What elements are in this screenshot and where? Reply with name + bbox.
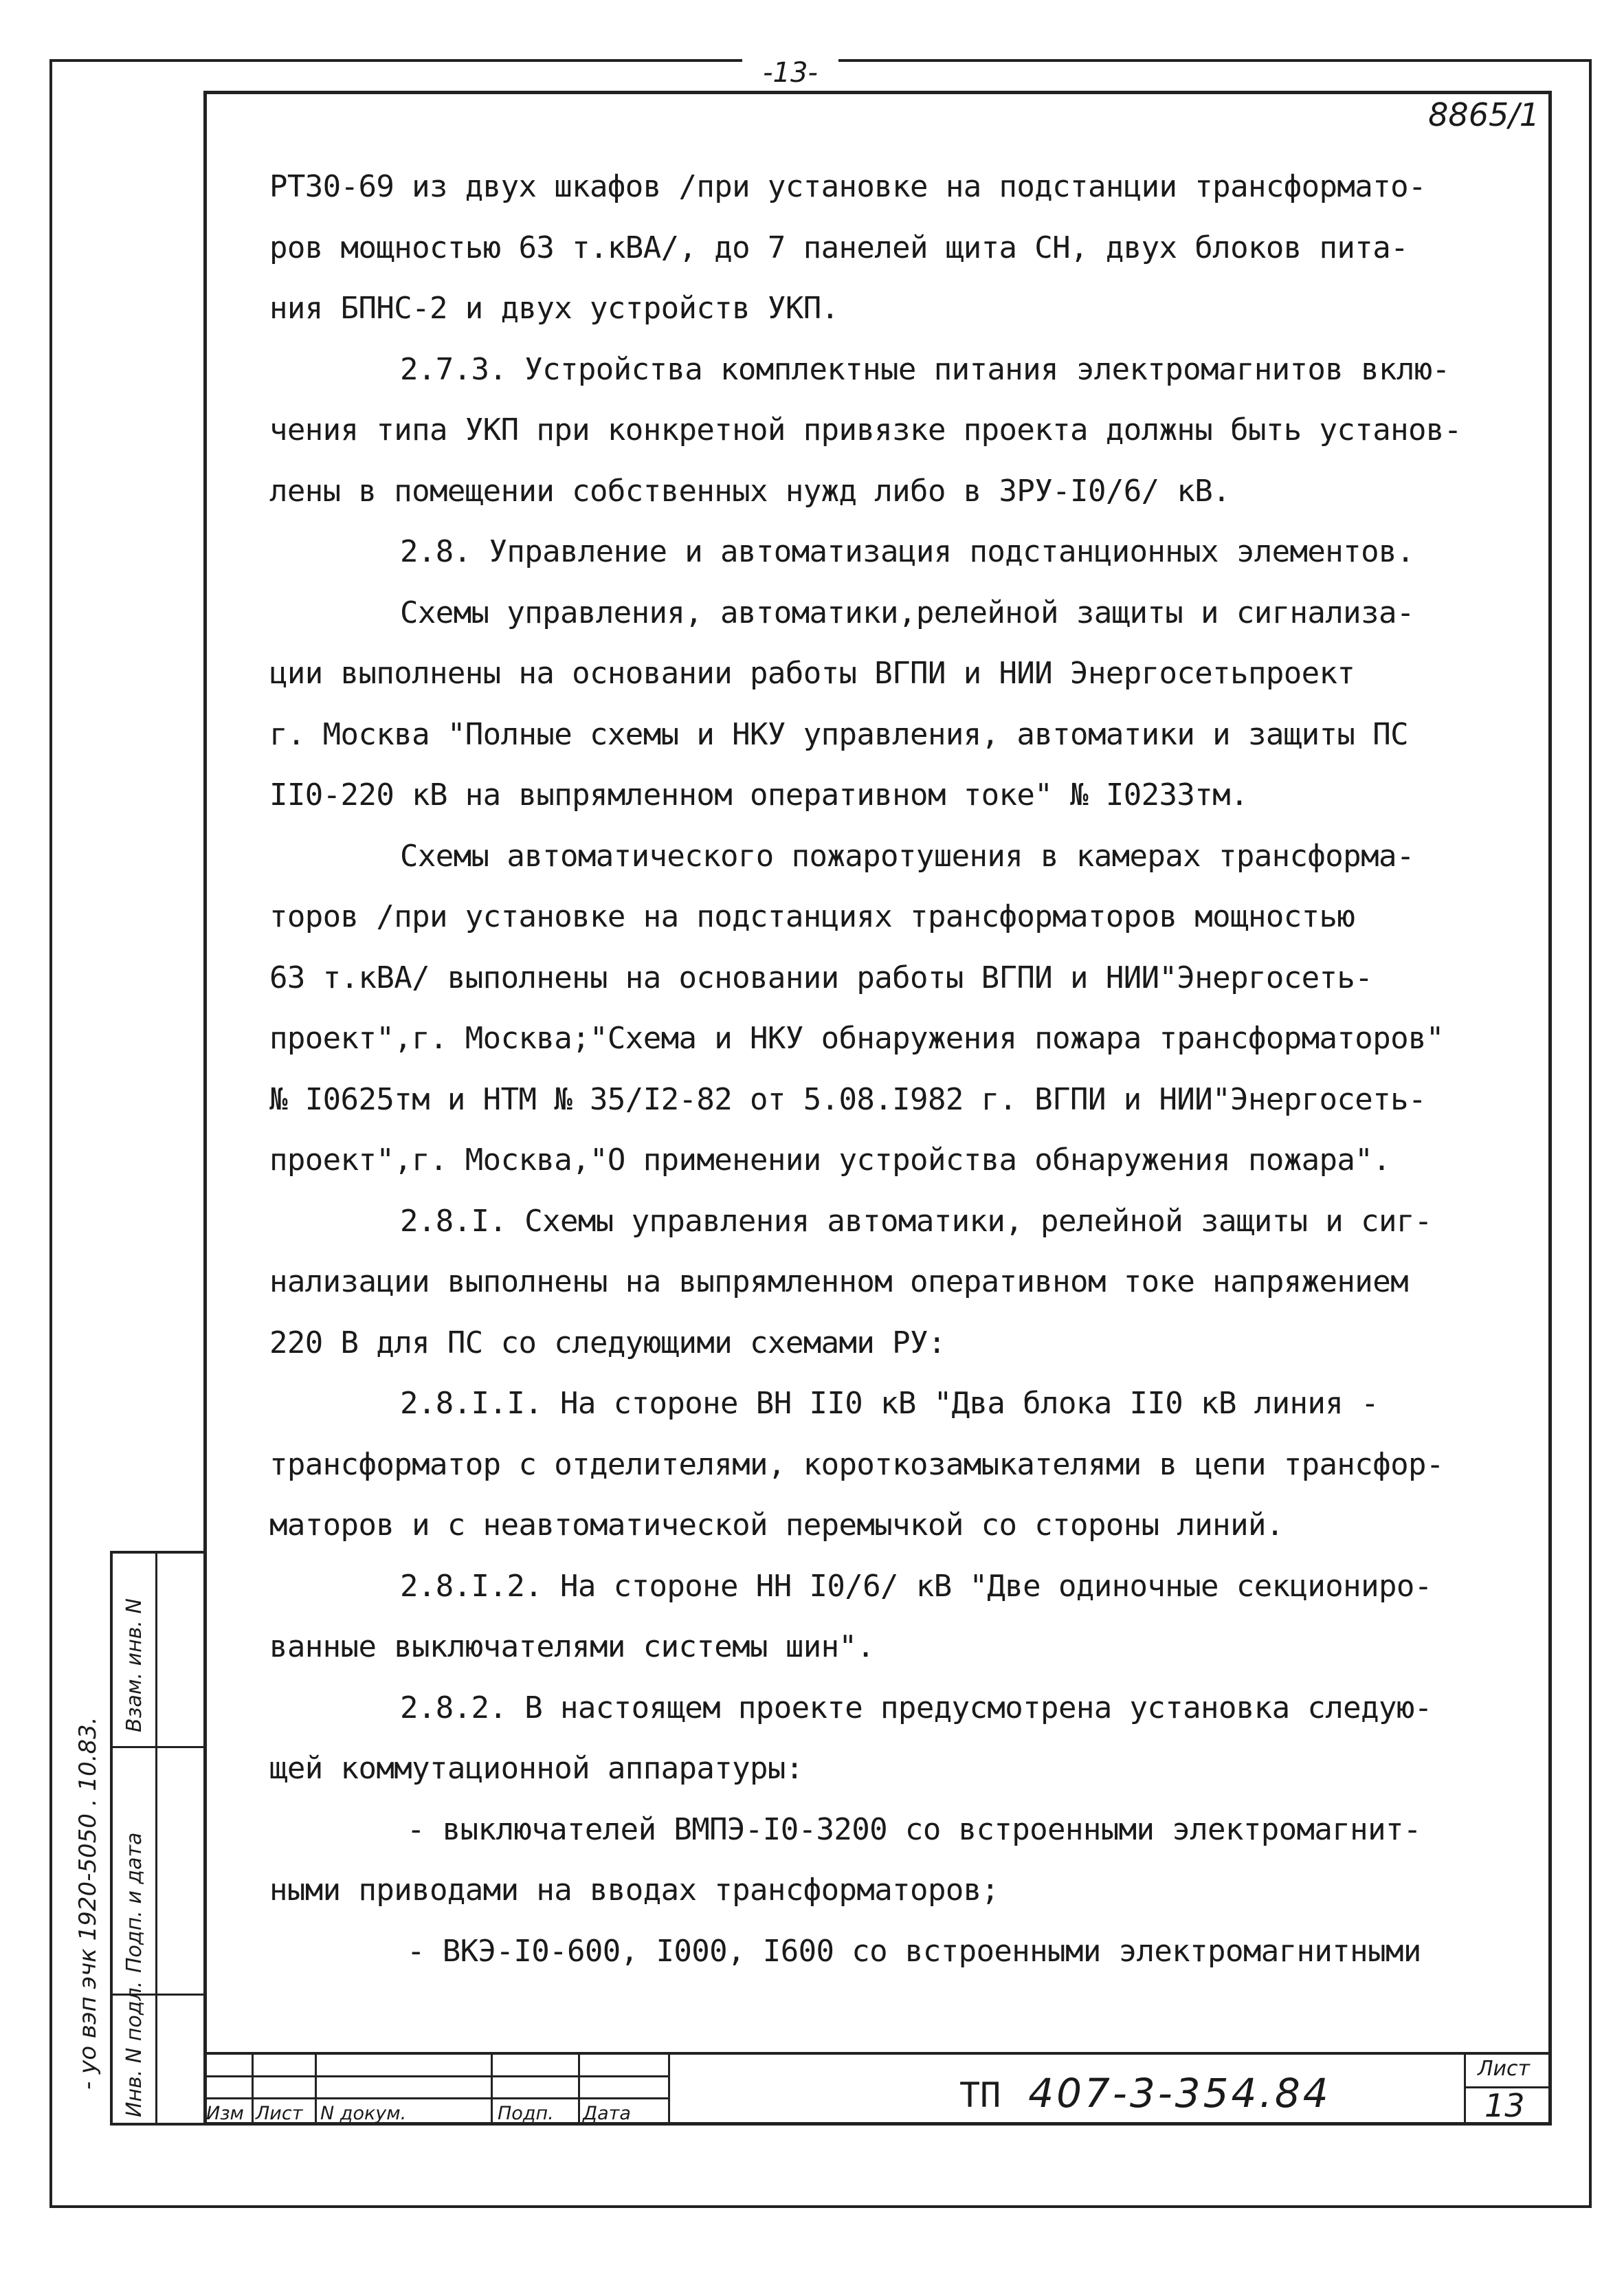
project-code-prefix: ТП <box>959 2075 1001 2115</box>
title-block-divider <box>668 2055 670 2126</box>
text-line: торов /при установке на подстанциях трансформаторов мощностью <box>269 899 1355 934</box>
text-line: ванные выключателями системы шин". <box>269 1629 875 1664</box>
document-number: 8865/1 <box>1428 96 1539 133</box>
text-line: лены в помещении собственных нужд либо в ЗРУ-I0/6/ кВ. <box>269 473 1231 509</box>
text-line: Схемы автоматического пожаротушения в камерах трансформа- <box>400 838 1414 874</box>
title-block <box>203 2052 1552 2126</box>
text-line: 63 т.кВА/ выполнены на основании работы ВГПИ и НИИ"Энергосеть- <box>269 960 1373 995</box>
sheet-label: Лист <box>1478 2057 1531 2081</box>
col-doc-no: N докум. <box>320 2103 407 2124</box>
text-line: щей коммутационной аппаратуры: <box>269 1751 803 1786</box>
title-block-row-divider <box>203 2075 668 2077</box>
col-signature: Подп. <box>498 2103 554 2124</box>
project-code-number: 407-3-354.84 <box>1028 2070 1331 2117</box>
replace-inv-label: Взам. инв. N <box>122 1598 146 1732</box>
text-line: 2.7.3. Устройства комплектные питания электромагнитов вклю- <box>400 351 1450 387</box>
inv-no-label: Инв. N подл. <box>122 1980 146 2117</box>
text-line: II0-220 кВ на выпрямленном оперативном токе" № I0233тм. <box>269 777 1248 813</box>
text-line: - выключателей ВМПЭ-I0-3200 со встроенными электромагнит- <box>407 1811 1421 1847</box>
text-line: нализации выполнены на выпрямленном оперативном токе напряжением <box>269 1264 1408 1299</box>
text-line: - ВКЭ-I0-600, I000, I600 со встроенными электромагнитными <box>407 1933 1421 1969</box>
text-line: РТЗ0-69 из двух шкафов /при установке на подстанции трансформато- <box>269 169 1426 204</box>
text-line: Схемы управления, автоматики,релейной защиты и сигнализа- <box>400 595 1414 630</box>
title-block-divider <box>252 2055 254 2126</box>
page-number: -13- <box>742 59 838 87</box>
title-block-divider <box>491 2055 493 2126</box>
side-stamp-row-divider <box>113 1746 203 1748</box>
text-line: 2.8.2. В настоящем проекте предусмотрена установка следую- <box>400 1690 1432 1725</box>
text-line: 2.8.I.2. На стороне НН I0/6/ кВ "Две одиночные секциониро- <box>400 1568 1432 1604</box>
title-block-divider <box>578 2055 580 2126</box>
title-block-row-divider <box>203 2097 668 2099</box>
col-date: Дата <box>583 2103 631 2124</box>
col-sheet: Лист <box>256 2103 303 2124</box>
sheet-number: 13 <box>1484 2087 1525 2124</box>
side-stamp <box>110 1551 203 2126</box>
text-line: 2.8. Управление и автоматизация подстанционных элементов. <box>400 534 1414 569</box>
side-note: - уо вэп эчк 1920-5050 . 10.83. <box>74 1716 102 2090</box>
text-line: 2.8.I.I. На стороне ВН II0 кВ "Два блока II0 кВ линия - <box>400 1386 1379 1421</box>
signature-date-label: Подп. и дата <box>122 1832 146 1973</box>
text-line: ров мощностью 63 т.кВА/, до 7 панелей щита СН, двух блоков пита- <box>269 230 1408 265</box>
body-text <box>269 157 1520 1982</box>
title-block-divider <box>1464 2055 1466 2126</box>
text-line: г. Москва "Полные схемы и НКУ управления, автоматики и защиты ПС <box>269 716 1408 752</box>
col-change: Изм <box>206 2103 244 2124</box>
title-block-divider <box>315 2055 317 2126</box>
text-line: ции выполнены на основании работы ВГПИ и НИИ Энергосетьпроект <box>269 656 1355 691</box>
text-line: трансформатор с отделителями, короткозамыкателями в цепи трансфор- <box>269 1446 1444 1482</box>
project-code <box>959 2070 1331 2117</box>
text-line: ния БПНС-2 и двух устройств УКП. <box>269 291 839 326</box>
text-line: проект",г. Москва;"Схема и НКУ обнаружения пожара трансформаторов" <box>269 1021 1444 1056</box>
text-line: проект",г. Москва,"О применении устройства обнаружения пожара". <box>269 1142 1391 1178</box>
text-line: ными приводами на вводах трансформаторов; <box>269 1873 999 1908</box>
side-stamp-divider <box>155 1554 157 2123</box>
text-line: чения типа УКП при конкретной привязке проекта должны быть установ- <box>269 412 1462 448</box>
text-line: № I0625тм и НТМ № 35/I2-82 от 5.08.I982 г. ВГПИ и НИИ"Энергосеть- <box>269 1081 1426 1117</box>
text-line: 220 В для ПС со следующими схемами РУ: <box>269 1325 946 1360</box>
text-line: 2.8.I. Схемы управления автоматики, релейной защиты и сиг- <box>400 1203 1432 1239</box>
text-line: маторов и с неавтоматической перемычкой со стороны линий. <box>269 1508 1284 1543</box>
